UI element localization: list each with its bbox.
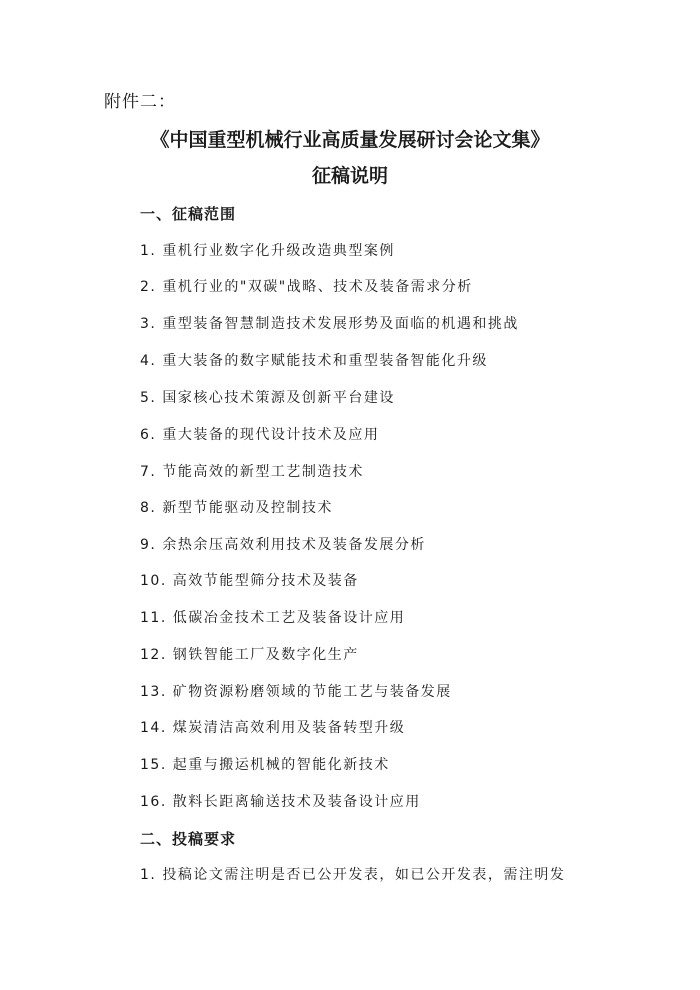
- list-item: [140, 644, 359, 666]
- list-item: [140, 240, 395, 262]
- list-item-number: 8.: [140, 500, 157, 516]
- list-item: [140, 534, 426, 556]
- list-item-number: 13.: [140, 684, 167, 700]
- attachment-label: 附件二：: [104, 92, 176, 112]
- list-item-number: 9.: [140, 537, 157, 553]
- list-item-number: 1.: [140, 867, 157, 883]
- list-item: [140, 497, 333, 519]
- list-item-text: 散料长距离输送技术及装备设计应用: [172, 794, 421, 810]
- list-item-text: 重型装备智慧制造技术发展形势及面临的机遇和挑战: [162, 316, 519, 332]
- list-item-number: 16.: [140, 794, 167, 810]
- list-item-text: 钢铁智能工厂及数字化生产: [172, 647, 359, 663]
- list-item-text: 国家核心技术策源及创新平台建设: [162, 390, 395, 406]
- list-item-text: 高效节能型筛分技术及装备: [172, 573, 359, 589]
- list-item: [140, 754, 390, 776]
- list-item: [140, 717, 405, 739]
- list-item-number: 6.: [140, 427, 157, 443]
- section-heading-scope: 一、征稿范围: [140, 205, 237, 223]
- list-item: [140, 570, 359, 592]
- section-heading-requirements: 二、投稿要求: [140, 830, 237, 848]
- list-item-text: 重大装备的数字赋能技术和重型装备智能化升级: [162, 353, 488, 369]
- list-item-text: 重大装备的现代设计技术及应用: [162, 427, 380, 443]
- list-item-number: 5.: [140, 390, 157, 406]
- list-item: [140, 424, 379, 446]
- list-item: [140, 387, 395, 409]
- list-item: [140, 461, 364, 483]
- list-item-text: 投稿论文需注明是否已公开发表，如已公开发表，需注明发: [162, 867, 566, 883]
- list-item-text: 起重与搬运机械的智能化新技术: [172, 757, 390, 773]
- list-item-text: 矿物资源粉磨领域的节能工艺与装备发展: [172, 684, 452, 700]
- list-item-number: 4.: [140, 353, 157, 369]
- list-item-text: 节能高效的新型工艺制造技术: [162, 464, 364, 480]
- list-item-number: 11.: [140, 610, 167, 626]
- list-item-number: 15.: [140, 757, 167, 773]
- list-item-text: 重机行业数字化升级改造典型案例: [162, 243, 395, 259]
- list-item-text: 重机行业的"双碳"战略、技术及装备需求分析: [162, 279, 473, 295]
- list-item: [140, 350, 488, 372]
- list-item-number: 3.: [140, 316, 157, 332]
- list-item-text: 低碳冶金技术工艺及装备设计应用: [172, 610, 406, 626]
- list-item: [140, 607, 405, 629]
- list-item-number: 2.: [140, 279, 157, 295]
- document-title: 《中国重型机械行业高质量发展研讨会论文集》: [150, 129, 550, 151]
- list-item-text: 新型节能驱动及控制技术: [162, 500, 333, 516]
- list-item: [140, 681, 452, 703]
- list-item-number: 1.: [140, 243, 157, 259]
- list-item-number: 12.: [140, 647, 167, 663]
- list-item-number: 10.: [140, 573, 167, 589]
- list-item: [140, 276, 473, 298]
- list-item-text: 余热余压高效利用技术及装备发展分析: [162, 537, 426, 553]
- list-item: [140, 313, 519, 335]
- document-subtitle: 征稿说明: [311, 165, 388, 187]
- list-item: [140, 791, 421, 813]
- list-item: [140, 864, 565, 886]
- list-item-text: 煤炭清洁高效利用及装备转型升级: [172, 720, 406, 736]
- list-item-number: 7.: [140, 464, 157, 480]
- list-item-number: 14.: [140, 720, 167, 736]
